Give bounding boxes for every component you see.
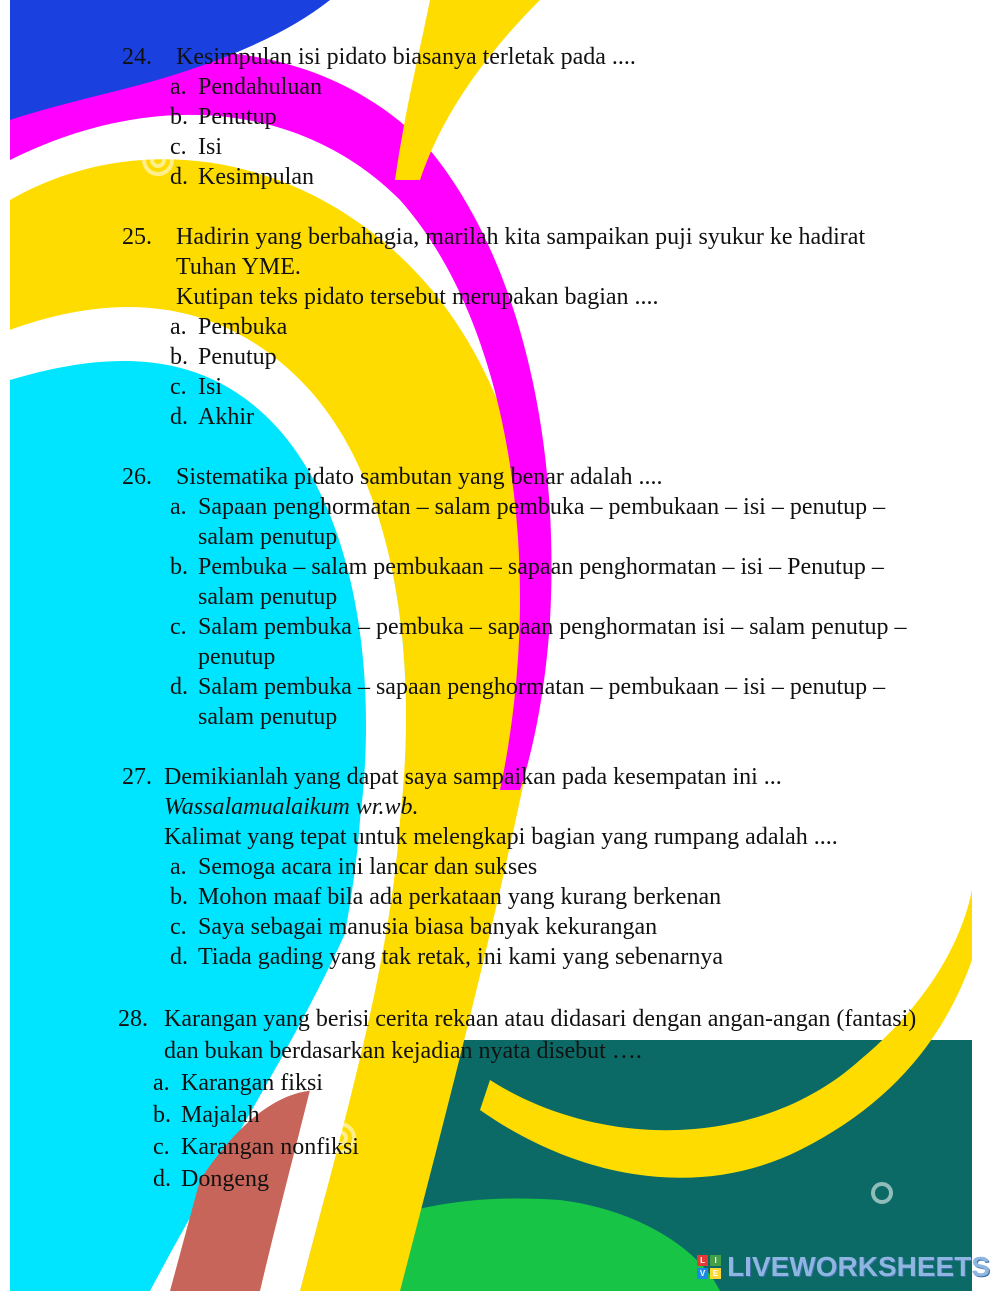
logo-letter: I — [710, 1255, 721, 1266]
option-letter: d. — [170, 164, 188, 190]
option-a[interactable]: Sapaan penghormatan – salam pembuka – pembukaan – isi – penutup – — [198, 494, 886, 520]
option-letter: d. — [170, 404, 188, 430]
question-stem: Kesimpulan isi pidato biasanya terletak pada .... — [176, 44, 636, 70]
option-d[interactable]: Tiada gading yang tak retak, ini kami yang sebenarnya — [198, 944, 723, 970]
option-b[interactable]: Pembuka – salam pembukaan – sapaan penghormatan – isi – Penutup – — [198, 554, 884, 580]
liveworksheets-logo[interactable] — [697, 1251, 990, 1283]
option-c[interactable]: Salam pembuka – pembuka – sapaan penghormatan isi – salam penutup – — [198, 614, 907, 640]
question-number: 25. — [122, 224, 152, 250]
question-number: 26. — [122, 464, 152, 490]
question-number: 28. — [118, 1006, 148, 1032]
option-letter: a. — [170, 494, 187, 520]
question-number: 24. — [122, 44, 152, 70]
option-letter: c. — [170, 374, 187, 400]
question-stem: Kalimat yang tepat untuk melengkapi bagian yang rumpang adalah .... — [164, 824, 838, 850]
option-d[interactable]: Akhir — [198, 404, 254, 430]
option-b[interactable]: Penutup — [198, 104, 277, 130]
option-letter: d. — [170, 674, 188, 700]
question-stem: Hadirin yang berbahagia, marilah kita sampaikan puji syukur ke hadirat — [176, 224, 866, 250]
option-letter: c. — [170, 914, 187, 940]
option-letter: a. — [170, 854, 187, 880]
option-c[interactable]: Saya sebagai manusia biasa banyak kekurangan — [198, 914, 658, 940]
option-d[interactable]: Dongeng — [181, 1166, 269, 1192]
option-letter: a. — [170, 74, 187, 100]
option-letter: c. — [153, 1134, 170, 1160]
option-letter: c. — [170, 614, 187, 640]
logo-letter: L — [697, 1255, 708, 1266]
option-a[interactable]: Semoga acara ini lancar dan sukses — [198, 854, 538, 880]
option-b-continued[interactable]: salam penutup — [198, 584, 338, 610]
question-stem: Kutipan teks pidato tersebut merupakan bagian .... — [176, 284, 659, 310]
logo-text: LIVEWORKSHEETS — [727, 1251, 990, 1282]
option-c[interactable]: Isi — [198, 134, 222, 160]
option-a[interactable]: Pembuka — [198, 314, 288, 340]
option-d[interactable]: Kesimpulan — [198, 164, 314, 190]
option-letter: a. — [153, 1070, 170, 1096]
question-stem-italic: Wassalamualaikum wr.wb. — [164, 794, 419, 820]
question-stem: Tuhan YME. — [176, 254, 301, 280]
option-b[interactable]: Majalah — [181, 1102, 260, 1128]
option-letter: b. — [170, 344, 188, 370]
logo-letter: E — [710, 1268, 721, 1279]
option-c[interactable]: Karangan nonfiksi — [181, 1134, 359, 1160]
option-c-continued[interactable]: penutup — [198, 644, 276, 670]
question-number: 27. — [122, 764, 152, 790]
option-d-continued[interactable]: salam penutup — [198, 704, 338, 730]
option-letter: d. — [170, 944, 188, 970]
question-stem: Karangan yang berisi cerita rekaan atau didasari dengan angan-angan (fantasi) — [164, 1006, 917, 1032]
option-letter: b. — [170, 554, 188, 580]
question-stem: dan bukan berdasarkan kejadian nyata disebut …. — [164, 1038, 642, 1064]
logo-letter: V — [697, 1268, 708, 1279]
option-letter: c. — [170, 134, 187, 160]
logo-grid-icon — [697, 1255, 721, 1279]
question-stem: Sistematika pidato sambutan yang benar adalah .... — [176, 464, 663, 490]
option-d[interactable]: Salam pembuka – sapaan penghormatan – pembukaan – isi – penutup – — [198, 674, 886, 700]
option-letter: a. — [170, 314, 187, 340]
option-letter: b. — [170, 104, 188, 130]
question-stem: Demikianlah yang dapat saya sampaikan pada kesempatan ini ... — [164, 764, 782, 790]
option-letter: d. — [153, 1166, 171, 1192]
option-a-continued[interactable]: salam penutup — [198, 524, 338, 550]
option-a[interactable]: Karangan fiksi — [181, 1070, 323, 1096]
option-letter: b. — [153, 1102, 171, 1128]
option-a[interactable]: Pendahuluan — [198, 74, 322, 100]
option-b[interactable]: Mohon maaf bila ada perkataan yang kurang berkenan — [198, 884, 722, 910]
option-letter: b. — [170, 884, 188, 910]
option-b[interactable]: Penutup — [198, 344, 277, 370]
option-c[interactable]: Isi — [198, 374, 222, 400]
